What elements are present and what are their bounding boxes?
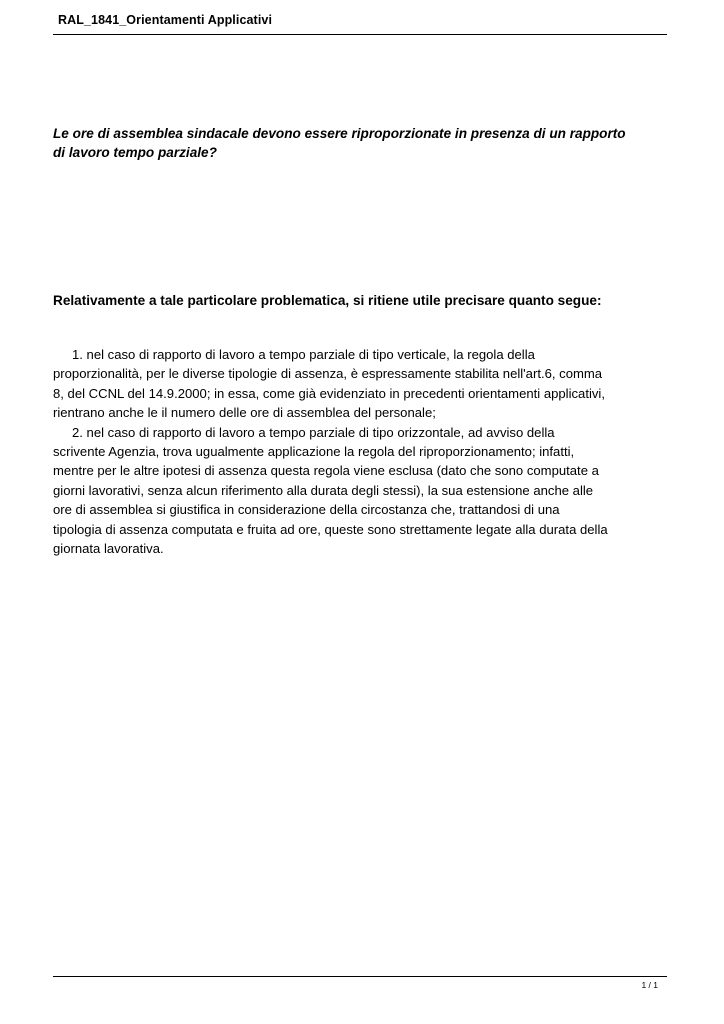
list-item-2-line: giorni lavorativi, senza alcun riferimento alla durata degli stessi), la sua estensione anche alle	[53, 482, 594, 498]
list-item-2-line: scrivente Agenzia, trova ugualmente applicazione la regola del riproporzionamento; infatti,	[53, 444, 575, 460]
list-item-2-line: ore di assemblea si giustifica in considerazione della circostanza che, trattandosi di una	[53, 502, 560, 518]
list-item-2-line: mentre per le altre ipotesi di assenza questa regola viene esclusa (dato che sono computate a	[53, 463, 599, 479]
list-item-2-line: giornata lavorativa.	[53, 541, 164, 557]
list-item-1-line: rientrano anche le il numero delle ore di assemblea del personale;	[53, 405, 436, 421]
list-item-1-line: 8, del CCNL del 14.9.2000; in essa, come già evidenziato in precedenti orientamenti applicativi,	[53, 385, 605, 401]
question-line: Le ore di assemblea sindacale devono essere riproporzionate in presenza di un rapporto	[53, 126, 626, 141]
page-number: 1 / 1	[641, 980, 658, 990]
body-paragraphs	[53, 345, 673, 558]
question-heading	[53, 124, 673, 162]
question-line: di lavoro tempo parziale?	[53, 145, 217, 160]
list-item-1-line: proporzionalità, per le diverse tipologie di assenza, è espressamente stabilita nell'art.6, comma	[53, 366, 603, 382]
list-item-2-line: tipologia di assenza computata e fruita ad ore, queste sono strettamente legate alla durata della	[53, 521, 608, 537]
list-item-1-line: 1. nel caso di rapporto di lavoro a tempo parziale di tipo verticale, la regola della	[72, 347, 535, 362]
header-divider	[53, 34, 667, 35]
list-item-2-line: 2. nel caso di rapporto di lavoro a tempo parziale di tipo orizzontale, ad avviso della	[72, 424, 555, 440]
intro-statement: Relativamente a tale particolare problematica, si ritiene utile precisare quanto segue:	[53, 293, 602, 308]
document-header-title: RAL_1841_Orientamenti Applicativi	[58, 13, 273, 27]
footer-divider	[53, 976, 667, 977]
